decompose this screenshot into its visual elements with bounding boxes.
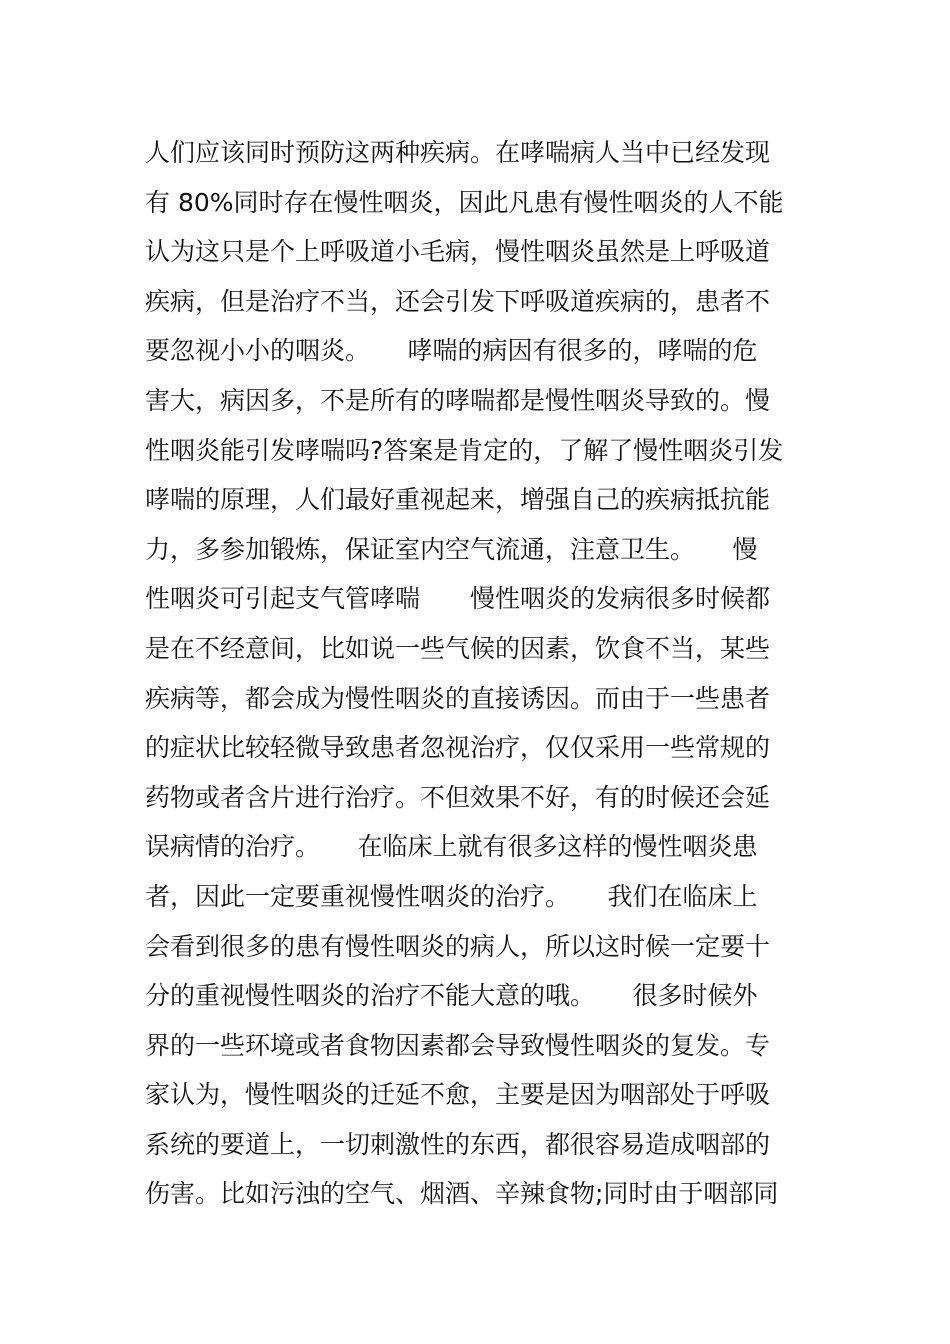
text-line: 会看到很多的患有慢性咽炎的病人，所以这时候一定要十 bbox=[145, 931, 771, 961]
text-line: 疾病等，都会成为慢性咽炎的直接诱因。而由于一些患者 bbox=[145, 683, 771, 713]
text-line: 误病情的治疗。 在临床上就有很多这样的慢性咽炎患 bbox=[145, 832, 758, 862]
text-line: 系统的要道上，一切刺激性的东西，都很容易造成咽部的 bbox=[145, 1129, 771, 1159]
text-line: 性咽炎能引发哮喘吗?答案是肯定的，了解了慢性咽炎引发 bbox=[145, 435, 784, 465]
text-line: 药物或者含片进行治疗。不但效果不好，有的时候还会延 bbox=[145, 782, 771, 812]
text-line: 人们应该同时预防这两种疾病。在哮喘病人当中已经发现 bbox=[145, 138, 771, 167]
text-line: 伤害。比如污浊的空气、烟酒、辛辣食物;同时由于咽部同 bbox=[145, 1179, 779, 1209]
text-line: 家认为，慢性咽炎的迁延不愈，主要是因为咽部处于呼吸 bbox=[145, 1080, 771, 1110]
text-line: 界的一些环境或者食物因素都会导致慢性咽炎的复发。专 bbox=[145, 1030, 771, 1060]
text-line: 认为这只是个上呼吸道小毛病，慢性咽炎虽然是上呼吸道 bbox=[145, 237, 771, 267]
text-line: 疾病，但是治疗不当，还会引发下呼吸道疾病的，患者不 bbox=[145, 286, 771, 316]
text-line: 力，多参加锻炼，保证室内空气流通，注意卫生。 慢 bbox=[145, 534, 758, 564]
text-line: 者，因此一定要重视慢性咽炎的治疗。 我们在临床上 bbox=[145, 881, 758, 911]
text-line: 要忽视小小的咽炎。 哮喘的病因有很多的，哮喘的危 bbox=[145, 336, 758, 366]
text-line: 害大，病因多，不是所有的哮喘都是慢性咽炎导致的。慢 bbox=[145, 385, 771, 415]
text-line: 是在不经意间，比如说一些气候的因素，饮食不当，某些 bbox=[145, 633, 771, 663]
text-line: 有 80%同时存在慢性咽炎，因此凡患有慢性咽炎的人不能 bbox=[145, 187, 784, 217]
text-line: 性咽炎可引起支气管哮喘 慢性咽炎的发病很多时候都 bbox=[145, 584, 771, 614]
text-line: 分的重视慢性咽炎的治疗不能大意的哦。 很多时候外 bbox=[145, 981, 758, 1011]
text-line: 的症状比较轻微导致患者忽视治疗，仅仅采用一些常规的 bbox=[145, 733, 771, 763]
text-line: 哮喘的原理，人们最好重视起来，增强自己的疾病抵抗能 bbox=[145, 485, 771, 515]
body-text bbox=[145, 128, 825, 1219]
